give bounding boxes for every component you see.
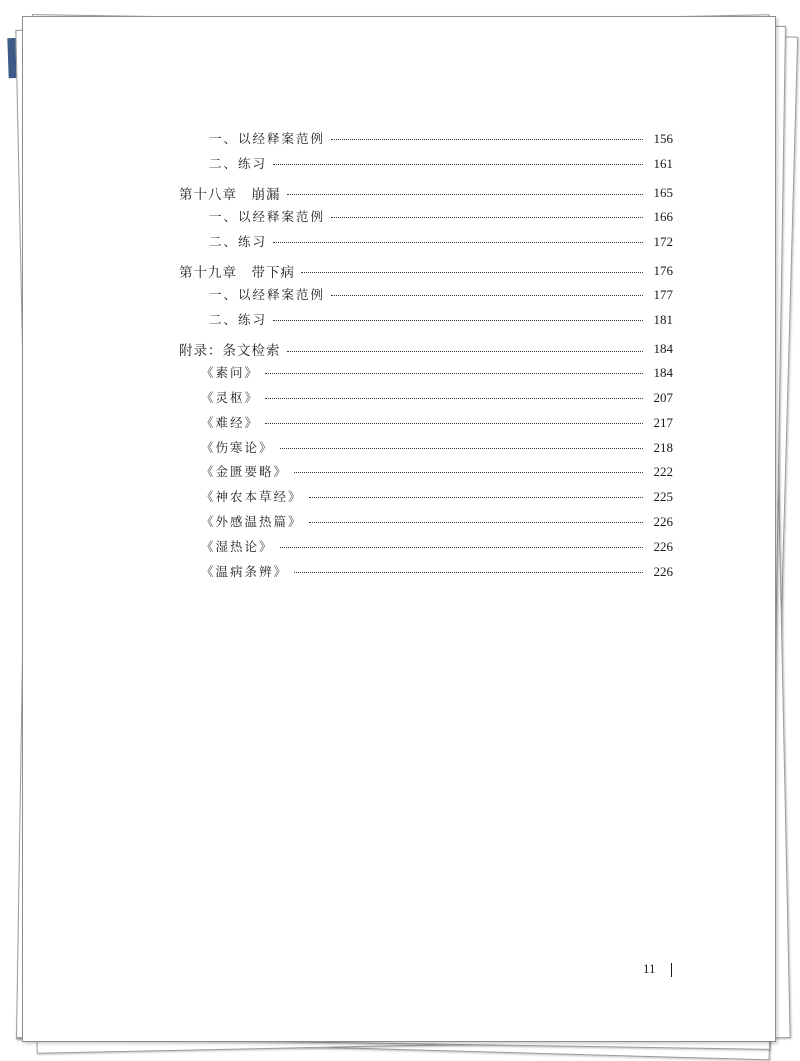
toc-entry-page-number: 172 — [653, 233, 673, 249]
toc-index-entry[interactable] — [179, 487, 673, 512]
toc-index-entry[interactable] — [179, 512, 673, 537]
dot-leader — [265, 423, 643, 424]
toc-entry-page-number: 177 — [653, 287, 673, 303]
toc-entry-page-number: 184 — [653, 365, 673, 381]
toc-entry-title: 一、以经释案范例 — [209, 131, 326, 146]
toc-index-entry[interactable] — [179, 537, 673, 562]
toc-entry-title: 附录：条文检索 — [179, 343, 281, 360]
dot-leader — [287, 351, 644, 352]
toc-index-entry[interactable] — [179, 363, 673, 388]
toc-section-entry[interactable] — [179, 285, 673, 310]
toc-chapter-entry[interactable] — [179, 179, 673, 208]
dot-leader — [280, 547, 643, 548]
dot-leader — [280, 448, 643, 449]
toc-entry-title: 二、练习 — [209, 155, 268, 171]
dot-leader — [294, 572, 643, 573]
toc-entry-title: 《素问》 — [201, 365, 260, 381]
toc-entry-page-number: 226 — [653, 563, 673, 579]
toc-index-entry[interactable] — [179, 413, 673, 438]
toc-entry-title: 《难经》 — [201, 414, 260, 430]
toc-index-entry[interactable] — [179, 438, 673, 463]
toc-entry-title: 一、以经释案范例 — [209, 209, 326, 225]
page-number: 11 — [643, 961, 656, 976]
dot-leader — [287, 194, 644, 195]
dot-leader — [309, 497, 643, 498]
dot-leader — [265, 398, 643, 399]
toc-section-entry[interactable] — [179, 207, 673, 232]
toc-entry-page-number: 165 — [653, 184, 673, 200]
toc-chapter-entry[interactable] — [179, 335, 673, 364]
dot-leader — [331, 217, 643, 218]
table-of-contents — [179, 129, 673, 586]
toc-section-entry[interactable] — [179, 129, 673, 154]
dot-leader — [273, 320, 643, 321]
toc-entry-page-number: 181 — [653, 311, 673, 327]
toc-entry-title: 《伤寒论》 — [201, 439, 274, 455]
dot-leader — [294, 472, 643, 473]
toc-entry-title: 《灵枢》 — [201, 390, 260, 406]
dot-leader — [309, 522, 643, 523]
toc-entry-page-number: 176 — [653, 262, 673, 278]
toc-index-entry[interactable] — [179, 462, 673, 487]
toc-entry-title: 《湿热论》 — [201, 538, 274, 554]
toc-section-entry[interactable] — [179, 310, 673, 335]
toc-entry-title: 一、以经释案范例 — [209, 287, 326, 303]
toc-entry-title: 《外感温热篇》 — [201, 514, 303, 530]
dot-leader — [331, 295, 643, 296]
toc-entry-page-number: 166 — [653, 209, 673, 225]
toc-entry-page-number: 225 — [653, 489, 673, 505]
toc-entry-title: 《金匮要略》 — [201, 464, 289, 480]
toc-entry-title: 《温病条辨》 — [201, 563, 289, 579]
toc-entry-page-number: 161 — [653, 155, 673, 171]
toc-entry-title: 二、练习 — [209, 311, 268, 327]
toc-entry-page-number: 226 — [653, 538, 673, 554]
toc-entry-page-number: 156 — [653, 131, 673, 146]
toc-section-entry[interactable] — [179, 154, 673, 179]
toc-entry-title: 《神农本草经》 — [201, 489, 303, 505]
toc-entry-title: 二、练习 — [209, 233, 268, 249]
dot-leader — [301, 272, 643, 273]
toc-entry-page-number: 217 — [653, 414, 673, 430]
toc-entry-page-number: 218 — [653, 439, 673, 455]
toc-entry-page-number: 226 — [653, 514, 673, 530]
toc-entry-page-number: 207 — [653, 390, 673, 406]
dot-leader — [331, 139, 643, 140]
toc-index-entry[interactable] — [179, 388, 673, 413]
toc-index-entry[interactable] — [179, 562, 673, 587]
page — [22, 16, 776, 1042]
dot-leader — [273, 242, 643, 243]
page-number-divider — [671, 963, 672, 977]
toc-entry-page-number: 184 — [653, 341, 673, 357]
toc-entry-title: 第十九章 带下病 — [179, 264, 295, 281]
dot-leader — [265, 373, 643, 374]
toc-chapter-entry[interactable] — [179, 257, 673, 286]
toc-entry-title: 第十八章 崩漏 — [179, 186, 281, 203]
toc-section-entry[interactable] — [179, 232, 673, 257]
dot-leader — [273, 164, 643, 165]
toc-entry-page-number: 222 — [653, 464, 673, 480]
